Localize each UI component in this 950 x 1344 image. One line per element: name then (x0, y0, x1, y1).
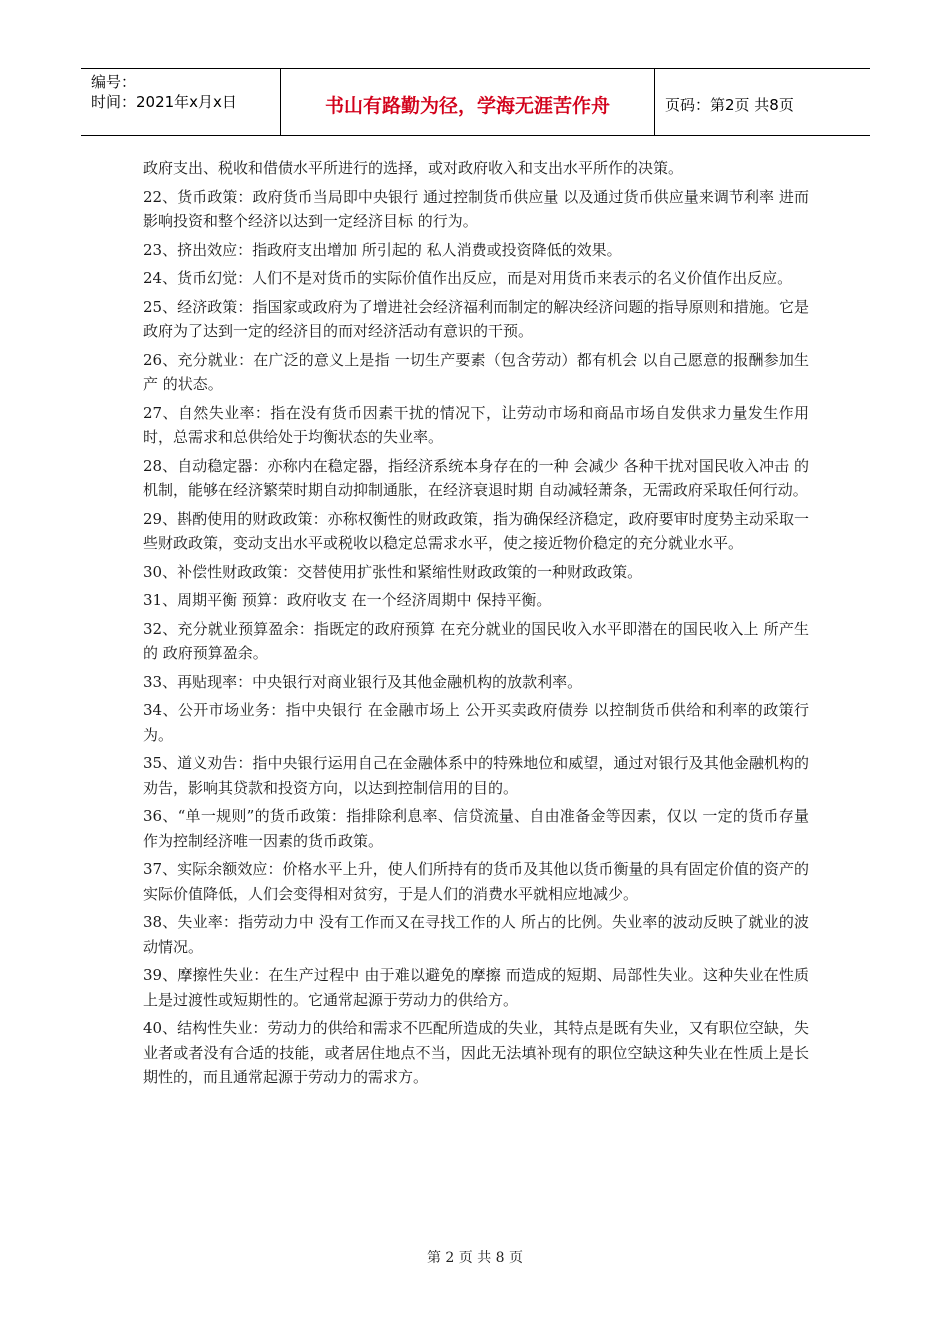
paragraph: 22、货币政策：政府货币当局即中央银行 通过控制货币供应量 以及通过货币供应量来调节利率 进而影响投资和整个经济以达到一定经济目标 的行为。 (143, 187, 809, 230)
paragraph: 24、货币幻觉：人们不是对货币的实际价值作出反应，而是对用货币来表示的名义价值作出反应。 (143, 269, 793, 287)
paragraph: 30、补偿性财政政策：交替使用扩张性和紧缩性财政政策的一种财政政策。 (143, 562, 643, 581)
document-time-label: 时间：2021年x月x日 (91, 93, 237, 111)
header-motto: 书山有路勤为径，学海无涯苦作舟 (281, 69, 655, 135)
paragraph: 33、再贴现率：中央银行对商业银行及其他金融机构的放款利率。 (143, 672, 583, 691)
paragraph: 29、斟酌使用的财政政策：亦称权衡性的财政政策，指为确保经济稳定，政府要审时度势主动采取一些财政政策，变动支出水平或税收以稳定总需求水平，使之接近物价稳定的充分就业水平。 (143, 509, 809, 552)
header-meta (81, 69, 281, 135)
paragraph: 38、失业率：指劳动力中 没有工作而又在寻找工作的人 所占的比例。失业率的波动反映了就业的波动情况。 (143, 913, 809, 956)
paragraph: 36、“单一规则”的货币政策：指排除利息率、信贷流量、自由准备金等因素，仅以 一定的货币存量 作为控制经济唯一因素的货币政策。 (143, 807, 809, 850)
paragraph: 32、充分就业预算盈余：指既定的政府预算 在充分就业的国民收入水平即潜在的国民收入上 所产生的 政府预算盈余。 (143, 619, 809, 662)
paragraph: 25、经济政策：指国家或政府为了增进社会经济福利而制定的解决经济问题的指导原则和措施。它是政府为了达到一定的经济目的而对经济活动有意识的干预。 (143, 297, 809, 340)
paragraph: 23、挤出效应：指政府支出增加 所引起的 私人消费或投资降低的效果。 (143, 240, 622, 259)
document-body (143, 156, 809, 1094)
header-page-info: 页码：第2页 共8页 (665, 95, 794, 114)
document-number-label: 编号： (91, 73, 137, 91)
paragraph: 34、公开市场业务：指中央银行 在金融市场上 公开买卖政府债券 以控制货币供给和利率的政策行为。 (143, 701, 809, 744)
paragraph: 31、周期平衡 预算：政府收支 在一个经济周期中 保持平衡。 (143, 591, 552, 609)
paragraph: 35、道义劝告：指中央银行运用自己在金融体系中的特殊地位和威望，通过对银行及其他金融机构的劝告，影响其贷款和投资方向，以达到控制信用的目的。 (143, 754, 809, 797)
paragraph: 28、自动稳定器：亦称内在稳定器，指经济系统本身存在的一种 会减少 各种干扰对国民收入冲击 的机制，能够在经济繁荣时期自动抑制通胀，在经济衰退时期 自动减轻萧条，无需政府采取任何行动。 (143, 456, 809, 499)
paragraph: 39、摩擦性失业：在生产过程中 由于难以避免的摩擦 而造成的短期、局部性失业。这种失业在性质上是过渡性或短期性的。它通常起源于劳动力的供给方。 (143, 966, 809, 1009)
page-footer: 第 2 页 共 8 页 (426, 1250, 524, 1266)
page-header (81, 68, 870, 136)
paragraph: 27、自然失业率：指在没有货币因素干扰的情况下，让劳动市场和商品市场自发供求力量发生作用时，总需求和总供给处于均衡状态的失业率。 (143, 403, 809, 446)
paragraph: 26、充分就业：在广泛的意义上是指 一切生产要素（包含劳动）都有机会 以自己愿意的报酬参加生产 的状态。 (143, 350, 809, 393)
paragraph: 37、实际余额效应：价格水平上升，使人们所持有的货币及其他以货币衡量的具有固定价值的资产的实际价值降低，人们会变得相对贫穷，于是人们的消费水平就相应地减少。 (143, 860, 809, 903)
paragraph: 政府支出、税收和借债水平所进行的选择，或对政府收入和支出水平所作的决策。 (143, 159, 684, 177)
paragraph: 40、结构性失业：劳动力的供给和需求不匹配所造成的失业，其特点是既有失业，又有职位空缺，失业者或者没有合适的技能，或者居住地点不当，因此无法填补现有的职位空缺这种失业在性质上是长期性的，而且通常起源于劳动力的需求方。 (143, 1019, 809, 1086)
